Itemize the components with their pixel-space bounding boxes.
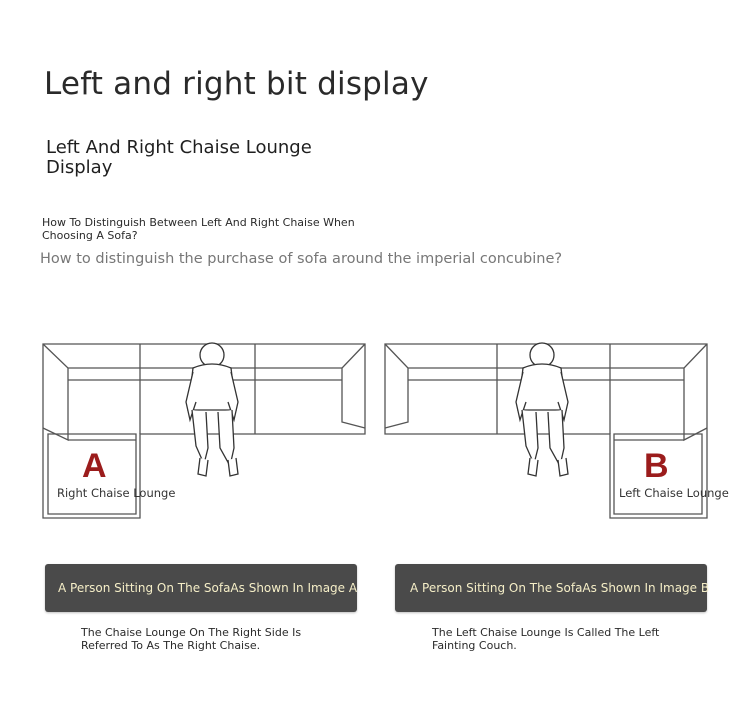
chaise-label-b: Left Chaise Lounge: [619, 486, 729, 500]
sofa-diagram-a: [40, 330, 370, 530]
person-figure-a: [186, 343, 238, 476]
description-b: The Left Chaise Lounge Is Called The Left Fainting Couch.: [432, 626, 660, 652]
caption-box-a: [45, 564, 357, 612]
chaise-label-a: Right Chaise Lounge: [57, 486, 176, 500]
page-title: Left and right bit display: [44, 66, 429, 102]
caption-text-b: A Person Sitting On The SofaAs Shown In Image B: [410, 581, 710, 595]
caption-box-b: [395, 564, 710, 612]
chaise-letter-b: B: [644, 447, 669, 485]
sofa-diagram-b: [382, 330, 712, 530]
question-text: How To Distinguish Between Left And Right Chaise When Choosing A Sofa?: [42, 216, 355, 242]
section-subtitle: Left And Right Chaise Lounge Display: [46, 137, 312, 178]
caption-text-a: A Person Sitting On The SofaAs Shown In Image A: [58, 581, 358, 595]
chaise-letter-a: A: [82, 447, 107, 485]
description-a: The Chaise Lounge On The Right Side Is Referred To As The Right Chaise.: [81, 626, 302, 652]
person-figure-b: [516, 343, 568, 476]
question-alt-text: How to distinguish the purchase of sofa around the imperial concubine?: [40, 251, 563, 267]
